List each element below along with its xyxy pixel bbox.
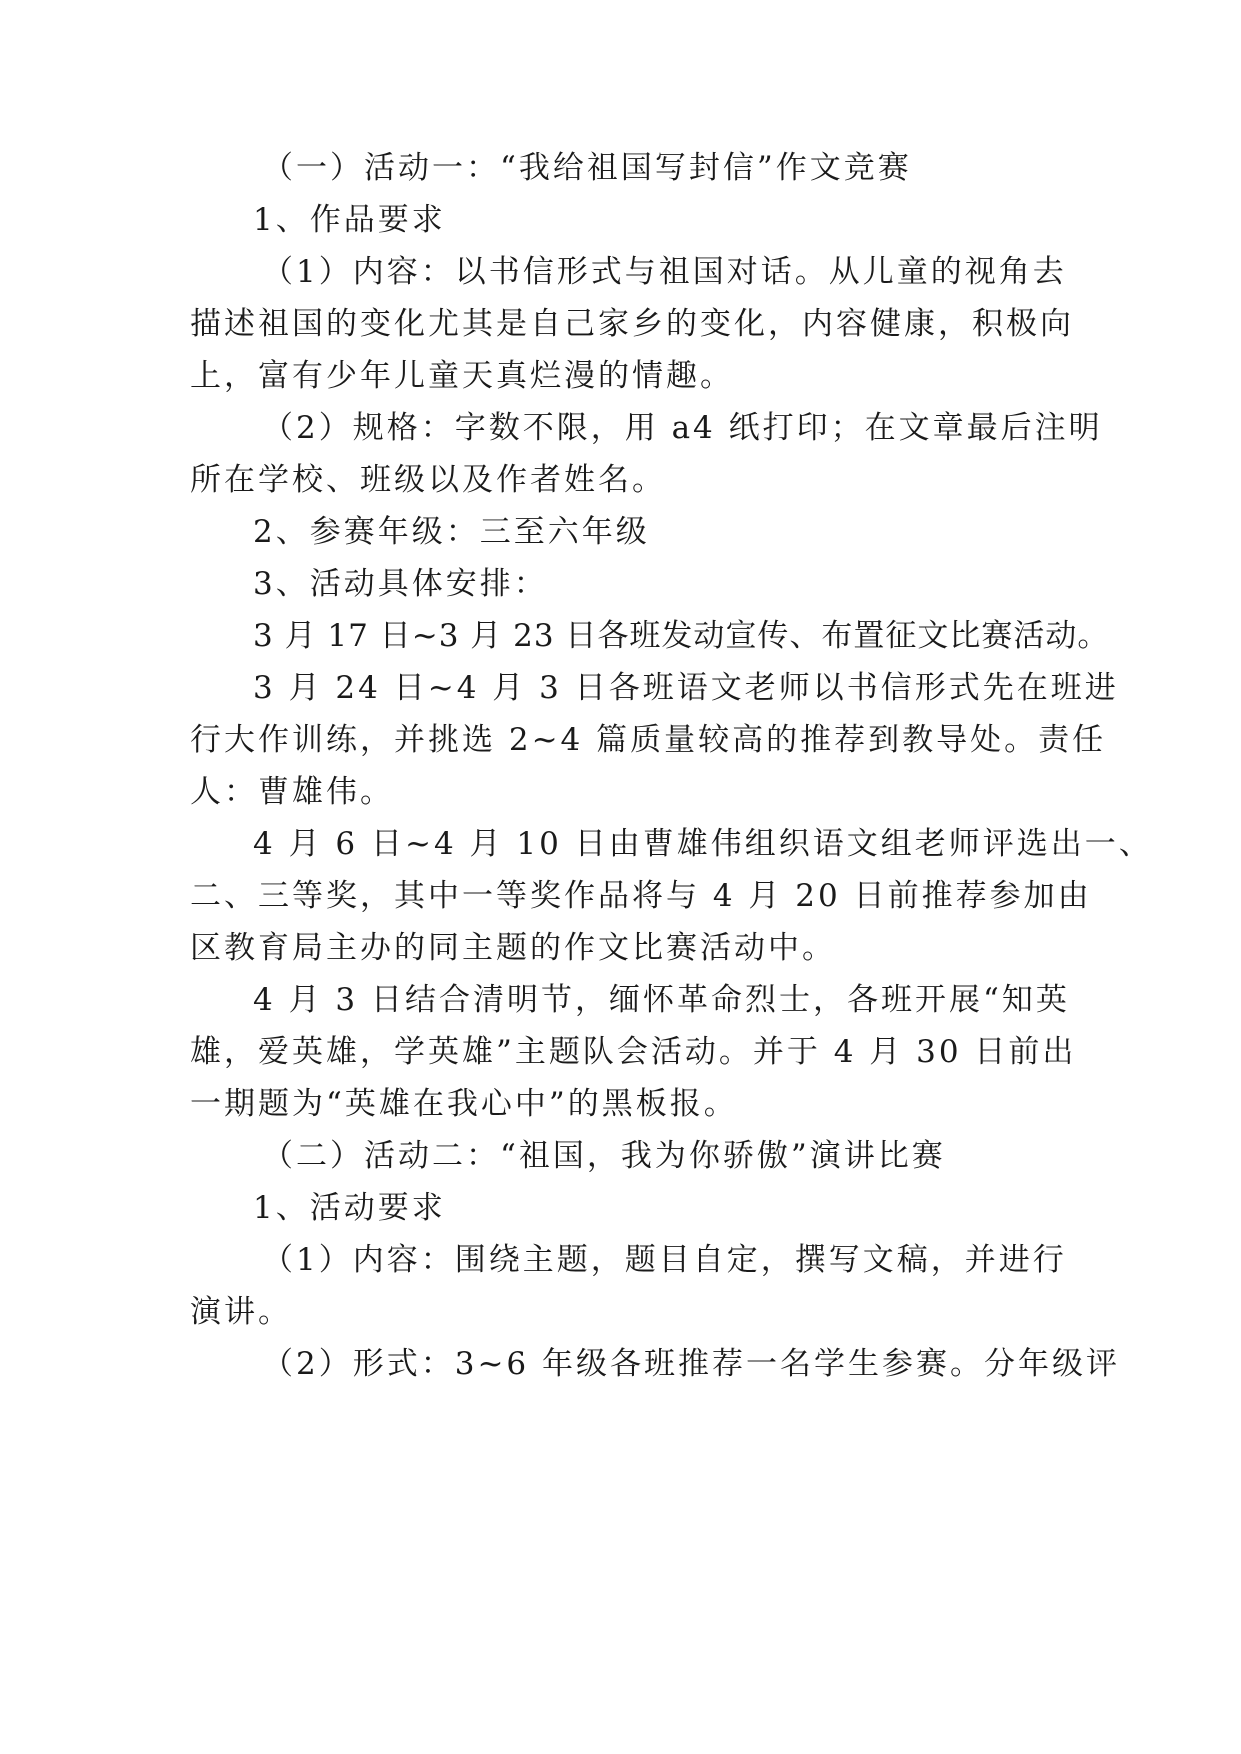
paragraph-line: 二、三等奖，其中一等奖作品将与 4 月 20 日前推荐参加由 [190,878,1092,914]
paragraph-line: 行大作训练，并挑选 2~4 篇质量较高的推荐到教导处。责任 [190,722,1107,758]
paragraph-line: （2）规格：字数不限，用 a4 纸打印；在文章最后注明 [262,410,1103,446]
paragraph-line: 3 月 24 日~4 月 3 日各班语文老师以书信形式先在班进 [253,670,1119,706]
paragraph-line: 所在学校、班级以及作者姓名。 [190,462,666,498]
paragraph-line: 描述祖国的变化尤其是自己家乡的变化，内容健康，积极向 [190,306,1074,342]
subheading-activity-requirements: 1、活动要求 [253,1190,446,1226]
paragraph-line: 人：曹雄伟。 [190,774,394,810]
subheading-grades: 2、参赛年级：三至六年级 [253,514,650,550]
paragraph-line: 3 月 17 日~3 月 23 日各班发动宣传、布置征文比赛活动。 [253,618,1110,654]
subheading-work-requirements: 1、作品要求 [253,202,446,238]
section-heading-activity-two: （二）活动二：“祖国，我为你骄傲”演讲比赛 [262,1138,946,1174]
section-heading-activity-one: （一）活动一：“我给祖国写封信”作文竞赛 [262,150,912,186]
paragraph-line: （1）内容：以书信形式与祖国对话。从儿童的视角去 [262,254,1067,290]
paragraph-line: 4 月 6 日~4 月 10 日由曹雄伟组织语文组老师评选出一、 [253,826,1153,862]
paragraph-line: （2）形式：3~6 年级各班推荐一名学生参赛。分年级评 [262,1346,1120,1382]
paragraph-line: （1）内容：围绕主题，题目自定，撰写文稿，并进行 [262,1242,1067,1278]
paragraph-line: 一期题为“英雄在我心中”的黑板报。 [190,1086,738,1122]
paragraph-line: 演讲。 [190,1294,292,1330]
subheading-schedule: 3、活动具体安排： [253,566,548,602]
paragraph-line: 4 月 3 日结合清明节，缅怀革命烈士，各班开展“知英 [253,982,1070,1018]
paragraph-line: 区教育局主办的同主题的作文比赛活动中。 [190,930,836,966]
paragraph-line: 上，富有少年儿童天真烂漫的情趣。 [190,358,734,394]
paragraph-line: 雄，爱英雄，学英雄”主题队会活动。并于 4 月 30 日前出 [190,1034,1077,1070]
